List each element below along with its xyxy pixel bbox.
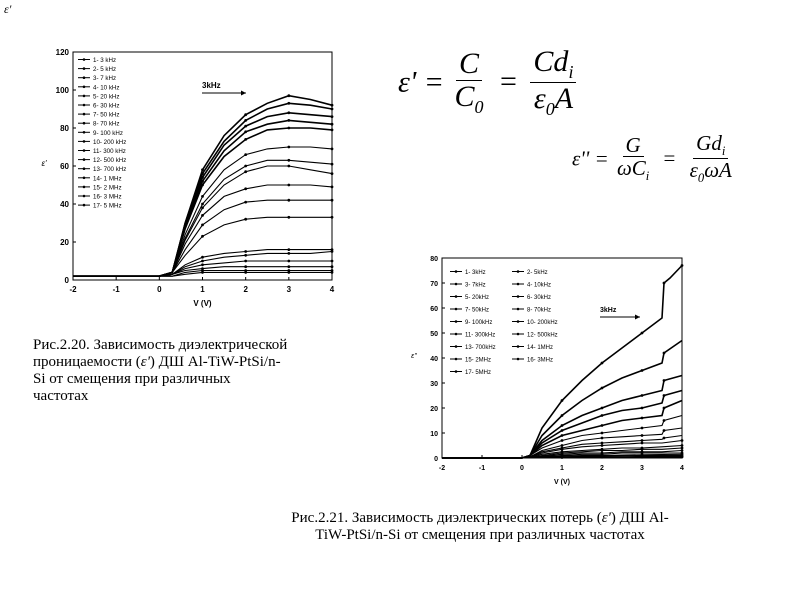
legend-marker [455,320,458,323]
legend-marker [455,370,458,373]
y-tick-label: 50 [430,331,438,338]
data-point [641,456,644,459]
legend-entry: 1- 3kHz [465,270,486,276]
data-point [331,260,334,263]
annotation-arrowhead [635,315,640,320]
x-tick-label: 4 [680,465,684,472]
data-point [244,201,247,204]
legend-marker [83,113,86,116]
data-point [601,442,604,445]
data-point [561,429,564,432]
data-point [331,271,334,274]
data-point [561,439,564,442]
x-axis-label: V (V) [193,299,212,308]
legend-entry: 5- 20 kHz [93,93,120,101]
legend-marker [83,149,86,152]
data-point [561,399,564,402]
data-point [287,248,290,251]
data-point [287,184,290,187]
data-point [681,439,684,442]
x-tick-label: 1 [560,465,564,472]
annotation-3khz: 3kHz [600,307,617,314]
y-tick-label: 60 [60,162,69,171]
data-point [287,165,290,168]
data-point [663,407,666,410]
data-point [201,184,204,187]
data-point [287,127,290,130]
data-point [201,256,204,259]
data-point [201,235,204,238]
data-point [681,456,684,459]
legend-marker [83,131,86,134]
y-axis-label: ε'' [411,353,417,360]
data-point [287,271,290,274]
annotation-arrowhead [241,91,246,96]
data-point [244,153,247,156]
formula2-frac1-numerator: G [623,134,644,157]
y-axis-label: ε' [41,159,47,168]
data-point [681,264,684,267]
data-point [244,138,247,141]
data-point [287,216,290,219]
data-point [287,111,290,114]
data-point [201,206,204,209]
legend-entry: 14- 1MHz [527,345,554,351]
formula2-equals: = [663,146,676,171]
data-point [663,352,666,355]
data-point [244,271,247,274]
data-point [287,252,290,255]
legend-marker [83,86,86,89]
legend-marker [83,104,86,107]
data-point [663,429,666,432]
x-tick-label: -2 [438,465,446,472]
data-point [201,271,204,274]
data-point [641,448,644,451]
data-point [331,172,334,175]
data-point [561,456,564,459]
data-point [601,407,604,410]
data-point [681,447,684,450]
x-tick-label: 3 [640,465,644,472]
y-tick-label: 100 [55,86,69,95]
y-tick-label: 20 [60,238,69,247]
data-point [663,379,666,382]
legend-entry: 10- 200kHz [527,320,558,326]
figure-caption-2-21 [200,510,760,544]
x-tick-label: 3 [286,285,292,294]
legend-entry: 8- 70kHz [527,307,552,314]
legend-entry: 6- 30 kHz [93,102,120,110]
data-point [331,186,334,189]
legend-marker [517,345,520,348]
data-point [641,434,644,437]
legend-entry: 13- 700 kHz [93,166,127,174]
data-point [561,444,564,447]
data-point [287,102,290,105]
legend-marker [455,345,458,348]
x-axis-label: V (V) [554,479,570,486]
data-point [287,260,290,263]
data-point [244,260,247,263]
data-point [287,199,290,202]
data-point [244,250,247,253]
data-point [601,437,604,440]
x-tick-label: 2 [600,465,604,472]
legend-entry: 11- 300kHz [465,332,496,339]
x-tick-label: 1 [200,285,205,294]
data-point [287,265,290,268]
data-point [641,332,644,335]
data-point [561,424,564,427]
legend-entry: 10- 200 kHz [93,138,127,146]
data-point [601,362,604,365]
legend-entry: 17- 5MHz [465,370,492,376]
legend-marker [83,122,86,125]
data-point [601,456,604,459]
legend-entry: 16- 3 MHz [93,193,122,201]
legend-marker [517,283,520,286]
formula1-frac2-numerator: $Cd_i$ [530,46,576,83]
y-tick-label: 0 [434,456,438,463]
legend-entry: 3- 7kHz [465,282,486,289]
formula2-frac2-denominator: $\varepsilon_0\omega A$ [689,158,732,186]
caption1-line3: Si от смещения при различных [33,371,231,387]
legend-marker [455,358,458,361]
data-point [561,448,564,451]
formula1-equals: = [500,65,517,99]
data-point [244,265,247,268]
data-point [331,163,334,166]
y-tick-label: 40 [60,200,69,209]
caption2-line2: TiW-PtSi/n-Si от смещения при различных частотах [315,527,645,543]
data-point [663,437,666,440]
legend-entry: 17- 5 MHz [93,202,122,210]
caption1-line1: Рис.2.20. Зависимость диэлектрической [33,337,288,353]
data-point [244,130,247,133]
permittivity-formula [398,46,576,119]
figure-caption-2-20 [33,337,398,405]
formula2-lhs: ε'' = [572,146,609,171]
formula1-frac1-denominator: $C_0$ [454,79,484,117]
y-tick-label: 10 [430,431,438,438]
y-tick-label: 80 [60,124,69,133]
legend-marker [455,283,458,286]
y-tick-label: 80 [430,256,438,263]
x-tick-label: -1 [478,465,486,472]
legend-entry: 2- 5kHz [527,270,548,276]
data-point [601,387,604,390]
loss-chart [400,250,700,500]
formula2-fraction1 [614,134,652,183]
data-point [601,432,604,435]
legend-marker [517,295,520,298]
legend-entry: 14- 1 MHz [93,175,122,183]
data-point [641,427,644,430]
y-tick-label: 40 [430,356,438,363]
data-point [201,263,204,266]
data-point [561,434,564,437]
data-point [287,146,290,149]
annotation-3khz: 3kHz [202,81,221,90]
legend-marker [455,308,458,311]
legend-entry: 5- 20kHz [465,295,490,301]
legend-entry: 16- 3MHz [527,357,554,364]
data-point [601,444,604,447]
data-point [601,414,604,417]
formula2-frac1-denominator: $\omega C_i$ [616,156,650,184]
legend-marker [83,158,86,161]
legend-entry: 4- 10kHz [527,282,552,289]
data-point [244,119,247,122]
data-point [244,218,247,221]
legend-entry: 13- 700kHz [465,345,496,351]
data-point [663,282,666,285]
y-tick-label: 20 [430,406,438,413]
data-point [331,104,334,107]
data-point [201,203,204,206]
data-point [244,187,247,190]
legend-marker [83,204,86,207]
legend-entry: 4- 10 kHz [93,84,120,92]
legend-entry: 6- 30kHz [527,295,552,301]
data-point [331,216,334,219]
legend-marker [517,358,520,361]
legend-marker [517,320,520,323]
data-point [561,414,564,417]
legend-entry: 11- 300 kHz [93,148,126,155]
data-point [201,180,204,183]
formula1-fraction2 [530,46,576,119]
data-point [331,199,334,202]
caption1-line4: частотах [33,388,89,404]
legend-entry: 15- 2 MHz [93,184,122,192]
data-point [331,148,334,151]
data-point [601,449,604,452]
data-point [331,123,334,126]
legend-entry: 3- 7 kHz [93,75,117,83]
data-point [331,115,334,118]
data-point [201,214,204,217]
legend-marker [455,270,458,273]
y-tick-label: 0 [64,276,69,285]
legend-entry: 12- 500 kHz [93,157,127,165]
legend-marker [83,140,86,143]
data-point [641,439,644,442]
formula1-lhs: ε' = [398,65,444,99]
legend-entry: 7- 50kHz [465,307,490,314]
x-tick-label: 0 [520,465,524,472]
legend-marker [455,295,458,298]
legend-entry: 7- 50 kHz [93,111,120,119]
legend-marker [517,333,520,336]
legend-marker [83,67,86,70]
legend-marker [83,95,86,98]
permittivity-chart [30,40,350,320]
legend-marker [83,76,86,79]
data-point [331,265,334,268]
y-tick-label: 120 [55,48,69,57]
data-point [201,195,204,198]
data-point [287,159,290,162]
data-point [244,113,247,116]
data-point [201,224,204,227]
y-tick-label: 70 [430,281,438,288]
data-point [331,250,334,253]
data-point [641,394,644,397]
corner-epsilon-symbol: ε' [4,2,12,16]
formula2-frac2-numerator: $Gd_i$ [693,132,728,159]
formula1-fraction1 [451,48,486,116]
data-point [201,260,204,263]
legend-marker [455,333,458,336]
x-tick-label: -2 [69,285,77,294]
data-point [663,394,666,397]
data-point [287,119,290,122]
formula1-frac1-numerator: C [456,48,482,81]
loss-formula [572,132,735,186]
legend-marker [83,195,86,198]
y-tick-label: 30 [430,381,438,388]
data-point [663,419,666,422]
data-point [601,424,604,427]
data-point [201,176,204,179]
data-point [641,407,644,410]
caption1-line2: проницаемости (ε') ДШ Al-TiW-PtSi/n- [33,354,281,370]
x-tick-label: -1 [112,285,120,294]
legend-entry: 2- 5 kHz [93,66,117,74]
x-tick-label: 2 [243,285,248,294]
data-point [331,108,334,111]
data-point [681,444,684,447]
data-point [244,125,247,128]
legend-entry: 9- 100 kHz [93,129,123,137]
legend-entry: 8- 70 kHz [93,120,120,128]
legend-marker [83,177,86,180]
legend-marker [517,270,520,273]
x-tick-label: 0 [157,285,162,294]
data-point [244,170,247,173]
formula2-fraction2 [687,132,735,186]
x-tick-label: 4 [329,285,335,294]
data-point [641,417,644,420]
legend-marker [83,186,86,189]
data-point [244,165,247,168]
data-point [244,254,247,257]
data-point [641,442,644,445]
legend-marker [517,308,520,311]
data-point [287,94,290,97]
legend-marker [83,167,86,170]
formula1-frac2-denominator: $\varepsilon_0A$ [533,81,574,119]
legend-marker [83,58,86,61]
legend-entry: 1- 3 kHz [93,57,117,64]
caption2-line1: Рис.2.21. Зависимость диэлектрических потерь (ε') ДШ Al- [291,510,669,526]
data-point [331,129,334,132]
legend-entry: 12- 500kHz [527,332,558,339]
data-point [641,369,644,372]
legend-entry: 9- 100kHz [465,320,493,326]
legend-entry: 15- 2MHz [465,357,492,364]
data-point [681,449,684,452]
y-tick-label: 60 [430,306,438,313]
